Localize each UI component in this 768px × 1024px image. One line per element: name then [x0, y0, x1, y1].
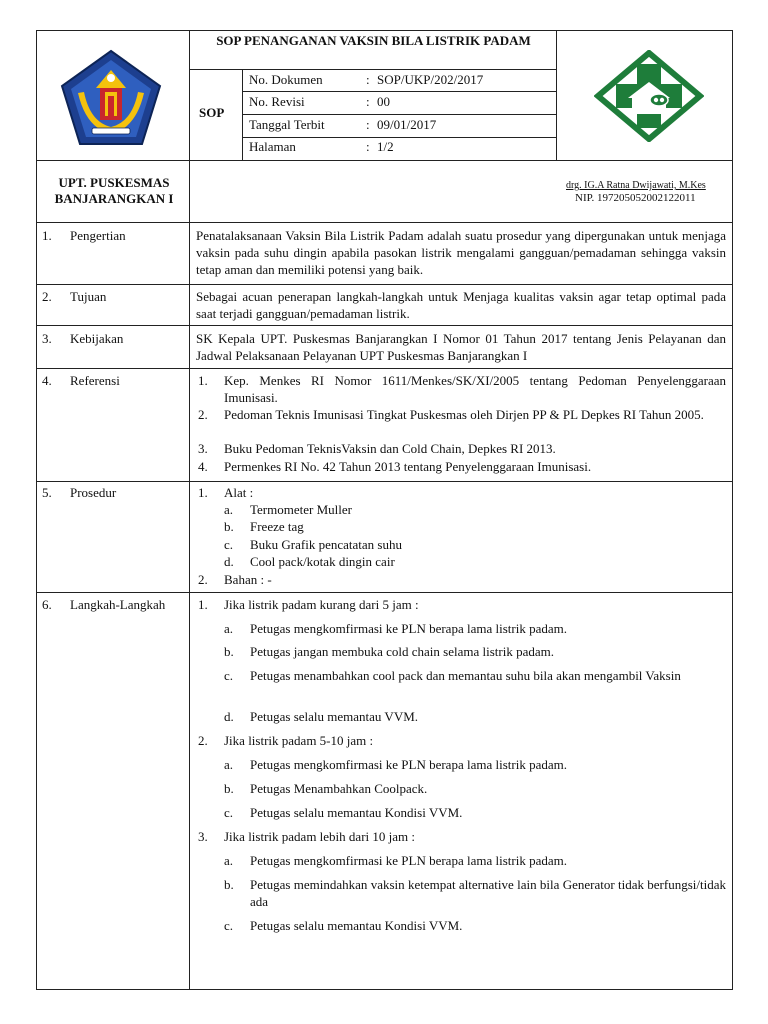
- divider: [556, 30, 557, 160]
- list-number: 1.: [198, 373, 208, 388]
- section-title-tujuan: Tujuan: [70, 289, 107, 304]
- divider: [36, 284, 733, 285]
- step-item: Petugas Menambahkan Coolpack.: [250, 781, 428, 796]
- list-letter: d.: [224, 554, 234, 569]
- list-number: 1.: [198, 597, 208, 612]
- list-letter: c.: [224, 805, 234, 820]
- alat-heading: Alat :: [224, 485, 254, 500]
- list-letter: a.: [224, 621, 234, 636]
- step-item: Petugas mengkomfirmasi ke PLN berapa lama listrik padam.: [250, 621, 567, 636]
- signer-name: drg. IG.A Ratna Dwijawati, M.Kes: [566, 180, 706, 191]
- meta-label-halaman: Halaman: [249, 139, 296, 154]
- step-item: Petugas selalu memantau Kondisi VVM.: [250, 805, 463, 820]
- alat-item: Freeze tag: [250, 519, 304, 534]
- divider: [36, 325, 733, 326]
- step-item: Petugas menambahkan cool pack dan memantau suhu bila akan mengambil Vaksin: [250, 668, 681, 683]
- alat-item: Termometer Muller: [250, 502, 352, 517]
- section-number: 6.: [42, 597, 52, 612]
- step-item: Petugas memindahkan vaksin ketempat alternative lain bila Generator tidak berfungsi/tidak ada: [250, 877, 726, 909]
- section-title-prosedur: Prosedur: [70, 485, 117, 500]
- list-letter: b.: [224, 644, 234, 659]
- list-letter: c.: [224, 668, 234, 683]
- step-item: Petugas selalu memantau VVM.: [250, 709, 419, 724]
- list-letter: b.: [224, 877, 234, 892]
- step-heading: Jika listrik padam 5-10 jam :: [224, 733, 374, 748]
- step-item: Petugas jangan membuka cold chain selama listrik padam.: [250, 644, 554, 659]
- divider: [189, 30, 190, 990]
- section-title-pengertian: Pengertian: [70, 228, 126, 243]
- section-title-referensi: Referensi: [70, 373, 120, 388]
- list-number: 4.: [198, 459, 208, 474]
- meta-value-halaman: 1/2: [377, 139, 394, 154]
- divider: [242, 91, 556, 92]
- reference-item: Permenkes RI No. 42 Tahun 2013 tentang Penyelenggaraan Imunisasi.: [224, 459, 592, 474]
- section-number: 4.: [42, 373, 52, 388]
- list-letter: b.: [224, 781, 234, 796]
- step-heading: Jika listrik padam kurang dari 5 jam :: [224, 597, 419, 612]
- list-number: 2.: [198, 733, 208, 748]
- meta-colon: :: [366, 94, 370, 109]
- meta-colon: :: [366, 72, 370, 87]
- signer-nip: NIP. 197205052002122011: [575, 192, 696, 204]
- step-item: Petugas mengkomfirmasi ke PLN berapa lama listrik padam.: [250, 853, 567, 868]
- alat-item: Buku Grafik pencatatan suhu: [250, 537, 402, 552]
- bali-province-emblem-icon: [56, 48, 166, 148]
- divider: [36, 368, 733, 369]
- step-heading: Jika listrik padam lebih dari 10 jam :: [224, 829, 415, 844]
- reference-item: Pedoman Teknis Imunisasi Tingkat Puskesmas oleh Dirjen PP & PL Depkes RI Tahun 2005.: [224, 407, 704, 422]
- institution-name: UPT. PUSKESMAS BANJARANGKAN I: [54, 175, 174, 206]
- list-letter: a.: [224, 853, 234, 868]
- section-title-langkah: Langkah-Langkah: [70, 597, 166, 612]
- divider: [242, 114, 556, 115]
- section-text-pengertian: Penatalaksanaan Vaksin Bila Listrik Padam adalah suatu prosedur yang dipergunakan untuk menjaga vaksin pada suhu dingin apabila pasokan listrik mengalami gangguan/pemadaman sehingga vaksin tetap aman dan memiliki potensi yang baik.: [196, 228, 726, 277]
- list-letter: b.: [224, 519, 234, 534]
- step-item: Petugas selalu memantau Kondisi VVM.: [250, 918, 463, 933]
- section-number: 2.: [42, 289, 52, 304]
- meta-label-tanggal-terbit: Tanggal Terbit: [249, 117, 325, 132]
- divider: [36, 481, 733, 482]
- meta-label-no-dokumen: No. Dokumen: [249, 72, 323, 87]
- list-number: 1.: [198, 485, 208, 500]
- section-text-tujuan: Sebagai acuan penerapan langkah-langkah untuk Menjaga kualitas vaksin agar tetap optimal pada saat terjadi gangguan/pemadaman listrik.: [196, 289, 726, 321]
- divider: [36, 222, 733, 223]
- section-text-kebijakan: SK Kepala UPT. Puskesmas Banjarangkan I Nomor 01 Tahun 2017 tentang Jenis Pelayanan dan Jadwal Pelaksanaan Pelayanan UPT Puskesmas Banjarangkan I: [196, 331, 726, 363]
- meta-label-no-revisi: No. Revisi: [249, 94, 305, 109]
- bahan-heading: Bahan : -: [224, 572, 272, 587]
- reference-item: Buku Pedoman TeknisVaksin dan Cold Chain, Depkes RI 2013.: [224, 441, 556, 456]
- document-title: SOP PENANGANAN VAKSIN BILA LISTRIK PADAM: [216, 33, 531, 48]
- reference-item: Kep. Menkes RI Nomor 1611/Menkes/SK/XI/2005 tentang Pedoman Penyelenggaraan Imunisasi.: [224, 373, 726, 405]
- meta-colon: :: [366, 117, 370, 132]
- alat-item: Cool pack/kotak dingin cair: [250, 554, 395, 569]
- list-number: 2.: [198, 407, 208, 422]
- step-item: Petugas mengkomfirmasi ke PLN berapa lama listrik padam.: [250, 757, 567, 772]
- meta-value-tanggal-terbit: 09/01/2017: [377, 117, 437, 132]
- divider: [189, 69, 556, 70]
- section-title-kebijakan: Kebijakan: [70, 331, 124, 346]
- section-number: 5.: [42, 485, 52, 500]
- list-letter: a.: [224, 502, 234, 517]
- list-letter: d.: [224, 709, 234, 724]
- section-number: 3.: [42, 331, 52, 346]
- meta-value-no-dokumen: SOP/UKP/202/2017: [377, 72, 484, 87]
- list-number: 3.: [198, 829, 208, 844]
- meta-value-no-revisi: 00: [377, 94, 390, 109]
- divider: [36, 160, 733, 161]
- meta-colon: :: [366, 139, 370, 154]
- sop-label: SOP: [199, 105, 225, 120]
- list-letter: a.: [224, 757, 234, 772]
- puskesmas-cross-logo-icon: [594, 50, 704, 142]
- list-letter: c.: [224, 918, 234, 933]
- section-number: 1.: [42, 228, 52, 243]
- list-letter: c.: [224, 537, 234, 552]
- list-number: 2.: [198, 572, 208, 587]
- table-outer-border: [36, 30, 733, 990]
- list-number: 3.: [198, 441, 208, 456]
- divider: [36, 592, 733, 593]
